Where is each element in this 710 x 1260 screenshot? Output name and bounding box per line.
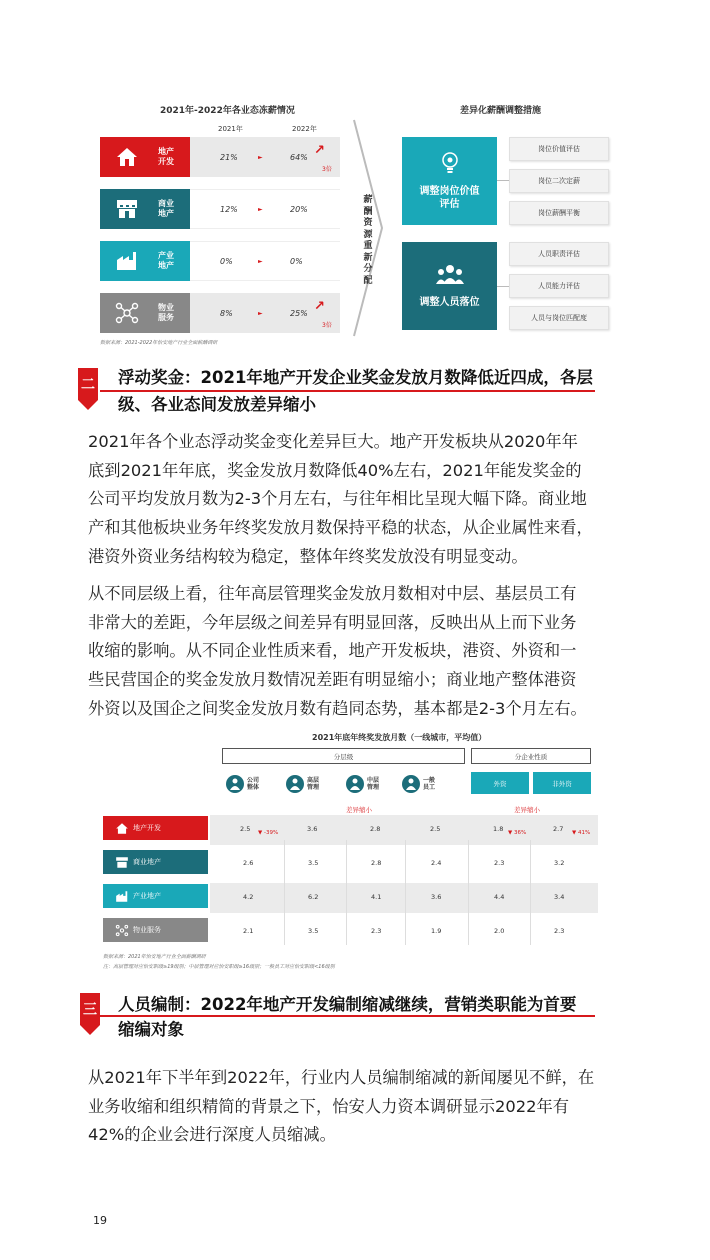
row-label-box xyxy=(100,241,190,281)
grid-separator xyxy=(346,840,347,945)
level-company xyxy=(226,775,263,793)
table-cell: 3.5 xyxy=(308,859,319,867)
table-cell: 2.0 xyxy=(494,927,505,935)
factory-icon xyxy=(111,890,133,903)
table-cell: 2.8 xyxy=(371,859,382,867)
table-cell: 3.6 xyxy=(431,893,442,901)
down-triangle-icon: ▼ xyxy=(258,830,263,836)
figure1-middle-vertical-text: 薪酬资源重新分配 xyxy=(363,195,373,286)
section2-heading-line2: 级、各业态间发放差异缩小 xyxy=(118,395,316,414)
level-middle xyxy=(346,775,383,793)
grid-row-bg xyxy=(210,883,598,913)
section2-heading-line1: 浮动奖金：2021年地产开发企业奖金发放月数降低近四成，各层 xyxy=(118,368,593,387)
section2-number-badge xyxy=(78,368,98,410)
person-icon xyxy=(402,775,420,793)
table-cell: 2.3 xyxy=(494,859,505,867)
arrow-up-right-icon: ↗ xyxy=(314,299,325,314)
figure1-row-industrial xyxy=(100,241,190,281)
table-cell: 1.9 xyxy=(431,927,442,935)
figure1-row-property-service xyxy=(100,293,190,333)
section2-heading-underline xyxy=(100,390,595,392)
person-icon xyxy=(286,775,304,793)
table-cell: 4.4 xyxy=(494,893,505,901)
table-cell: 2.5 xyxy=(430,825,441,833)
row-label-text: 物业服务 xyxy=(133,926,161,934)
change-pct xyxy=(508,830,526,836)
paragraph-line: 非常大的差距，今年层级之间差异有明显回落，反映出从上而下业务 xyxy=(88,612,577,632)
paragraph-line: 2021年各个业态浮动奖金变化差异巨大。地产开发板块从2020年年 xyxy=(88,432,578,451)
house-icon xyxy=(111,822,133,835)
grid-separator xyxy=(405,840,406,945)
row-label-box xyxy=(100,137,190,177)
network-icon xyxy=(111,924,133,937)
paragraph-line: 外资以及国企之间奖金发放月数有趋同态势，基本都是2-3个月左右。 xyxy=(88,698,587,718)
grid-separator xyxy=(468,840,469,945)
paragraph-line: 收缩的影响。从不同企业性质来看，地产开发板块，港资、外资和一 xyxy=(88,641,577,661)
table-cell: 2.8 xyxy=(370,825,381,833)
level-staff xyxy=(402,775,439,793)
figure1-year-2021: 2021年 xyxy=(218,125,243,133)
paragraph-line: 公司平均发放月数为2-3个月左右，与往年相比呈现大幅下降。商业地 xyxy=(88,489,587,509)
value-2021: 12% xyxy=(220,204,238,214)
row-label-box xyxy=(100,293,190,333)
group1-label: 调整岗位价值评估 xyxy=(419,186,480,210)
arrow-right-icon: ► xyxy=(258,309,263,317)
down-triangle-icon: ▼ xyxy=(508,830,513,836)
figure2-row-label-dev xyxy=(103,816,208,840)
person-icon xyxy=(226,775,244,793)
group-header-nature: 分企业性质 xyxy=(471,748,591,764)
figure2-row-label-property xyxy=(103,918,208,942)
section-number: 三 xyxy=(80,993,100,1025)
value-2022: 20% xyxy=(290,204,308,214)
storefront-icon xyxy=(110,192,144,226)
table-cell: 4.1 xyxy=(371,893,382,901)
grid-separator xyxy=(530,840,531,945)
figure1-row-values xyxy=(190,293,340,333)
row-label-text: 地产开发 xyxy=(133,824,161,832)
paragraph-line: 港资外资业务结构较为稳定，整体年终奖发放没有明显变动。 xyxy=(88,546,528,566)
table-cell: 1.8 xyxy=(493,825,504,833)
grid-separator xyxy=(284,840,285,945)
table-cell: 4.2 xyxy=(243,893,254,901)
figure1-row-values xyxy=(190,241,340,281)
section3-heading-line2: 缩编对象 xyxy=(118,1020,184,1039)
nature-foreign: 外资 xyxy=(471,772,529,794)
adjust-staffing-box xyxy=(402,242,497,330)
multiplier-note: 3倍 xyxy=(322,166,332,173)
group2-label: 调整人员落位 xyxy=(419,296,480,308)
value-2021: 21% xyxy=(220,152,238,162)
multiplier-note: 3倍 xyxy=(322,322,332,329)
storefront-icon xyxy=(111,856,133,869)
factory-icon xyxy=(110,244,144,278)
section-number: 二 xyxy=(78,368,98,400)
row-label-text: 商业地产 xyxy=(158,199,174,218)
pct-value: -39% xyxy=(263,830,279,836)
nature-non-foreign: 非外资 xyxy=(533,772,591,794)
page-number: 19 xyxy=(93,1214,107,1227)
measure-item: 岗位价值评估 xyxy=(509,137,609,161)
gap-label-nature: 差异缩小 xyxy=(514,806,540,814)
arrow-right-icon: ► xyxy=(258,153,263,161)
change-pct xyxy=(572,830,590,836)
paragraph-line: 底到2021年年底，奖金发放月数降低40%左右，2021年能发奖金的 xyxy=(88,460,582,480)
badge-triangle xyxy=(78,400,98,410)
table-cell: 2.7 xyxy=(553,825,564,833)
table-cell: 3.2 xyxy=(554,859,565,867)
grid-row-bg xyxy=(210,849,598,879)
figure1-title-right: 差异化薪酬调整措施 xyxy=(460,106,542,116)
down-triangle-icon: ▼ xyxy=(572,830,577,836)
measure-item: 人员与岗位匹配度 xyxy=(509,306,609,330)
row-label-text: 产业地产 xyxy=(133,892,161,900)
table-cell: 3.4 xyxy=(554,893,565,901)
figure2-row-label-commercial xyxy=(103,850,208,874)
section3-paragraph xyxy=(88,1064,594,1150)
figure2-note: 注：高层管理对应怡安职级≥19级别；中层管理对应怡安职级≥16级别；一般员工对应怡安职级<16级别 xyxy=(103,964,335,970)
pct-value: 41% xyxy=(577,830,591,836)
table-cell: 2.4 xyxy=(431,859,442,867)
person-icon xyxy=(346,775,364,793)
level-label: 高层管理 xyxy=(307,777,320,791)
people-group-icon xyxy=(436,264,464,290)
house-icon xyxy=(110,140,144,174)
lightbulb-icon xyxy=(440,151,460,179)
figure1-year-2022: 2022年 xyxy=(292,125,317,133)
measure-item: 岗位薪酬平衡 xyxy=(509,201,609,225)
row-label-box xyxy=(100,189,190,229)
section2-paragraph2 xyxy=(88,580,587,724)
table-cell: 6.2 xyxy=(308,893,319,901)
row-label-text: 物业服务 xyxy=(158,303,174,322)
paragraph-line: 业务收缩和组织精简的背景之下，怡安人力资本调研显示2022年有 xyxy=(88,1096,570,1116)
section3-heading-line1: 人员编制：2022年地产开发编制缩减继续，营销类职能为首要 xyxy=(118,995,577,1014)
arrow-right-icon: ► xyxy=(258,257,263,265)
figure1-source: 数据来源：2021-2022年怡安地产行业全面薪酬调研 xyxy=(100,340,218,346)
table-cell: 2.6 xyxy=(243,859,254,867)
row-label-text: 商业地产 xyxy=(133,858,161,866)
paragraph-line: 从2021年下半年到2022年，行业内人员编制缩减的新闻屡见不鲜，在 xyxy=(88,1068,595,1087)
section2-paragraph1 xyxy=(88,428,593,572)
measure-item: 人员能力评估 xyxy=(509,274,609,298)
figure1-row-commercial xyxy=(100,189,190,229)
measure-item: 人员职责评估 xyxy=(509,242,609,266)
connector-line xyxy=(497,180,509,181)
table-cell: 3.5 xyxy=(308,927,319,935)
group-header-level: 分层级 xyxy=(222,748,465,764)
paragraph-line: 42%的企业会进行深度人员缩减。 xyxy=(88,1125,336,1145)
paragraph-line: 些民营国企的奖金发放月数情况差距有明显缩小；商业地产整体港资 xyxy=(88,670,577,690)
value-2022: 64% xyxy=(290,152,308,162)
connector-line xyxy=(497,286,509,287)
figure2-row-label-industrial xyxy=(103,884,208,908)
figure2-title: 2021年底年终奖发放月数（一线城市，平均值） xyxy=(312,733,487,742)
grid-row-bg xyxy=(210,917,598,947)
table-cell: 2.3 xyxy=(371,927,382,935)
pct-value: 36% xyxy=(513,830,527,836)
table-cell: 2.5 xyxy=(240,825,251,833)
row-label-text: 产业地产 xyxy=(158,251,174,270)
paragraph-line: 产和其他板块业务年终奖发放月数保持平稳的状态，从企业属性来看， xyxy=(88,518,593,538)
adjust-position-value-box xyxy=(402,137,497,225)
row-label-text: 地产开发 xyxy=(158,147,174,166)
figure1-row-real-estate-dev xyxy=(100,137,190,177)
change-pct xyxy=(258,830,278,836)
level-senior xyxy=(286,775,323,793)
section3-heading-underline xyxy=(100,1015,595,1017)
measure-item: 岗位二次定薪 xyxy=(509,169,609,193)
figure1-row-values xyxy=(190,189,340,229)
value-2021: 8% xyxy=(220,308,233,318)
table-cell: 2.1 xyxy=(243,927,254,935)
gap-label-level: 差异缩小 xyxy=(346,806,372,814)
arrow-right-icon: ► xyxy=(258,205,263,213)
section3-number-badge xyxy=(80,993,100,1035)
badge-triangle xyxy=(80,1025,100,1035)
level-label: 中层管理 xyxy=(367,777,380,791)
figure1-row-values xyxy=(190,137,340,177)
table-cell: 3.6 xyxy=(307,825,318,833)
network-icon xyxy=(110,296,144,330)
paragraph-line: 从不同层级上看，往年高层管理奖金发放月数相对中层、基层员工有 xyxy=(88,584,577,603)
level-label: 一般员工 xyxy=(423,777,436,791)
value-2021: 0% xyxy=(220,256,233,266)
level-label: 公司整体 xyxy=(247,777,260,791)
value-2022: 0% xyxy=(290,256,303,266)
figure1-title-left: 2021年-2022年各业态冻薪情况 xyxy=(160,106,295,116)
figure2-source: 数据来源：2021年怡安地产行业全面薪酬调研 xyxy=(103,954,206,960)
table-cell: 2.3 xyxy=(554,927,565,935)
arrow-up-right-icon: ↗ xyxy=(314,143,325,158)
value-2022: 25% xyxy=(290,308,308,318)
